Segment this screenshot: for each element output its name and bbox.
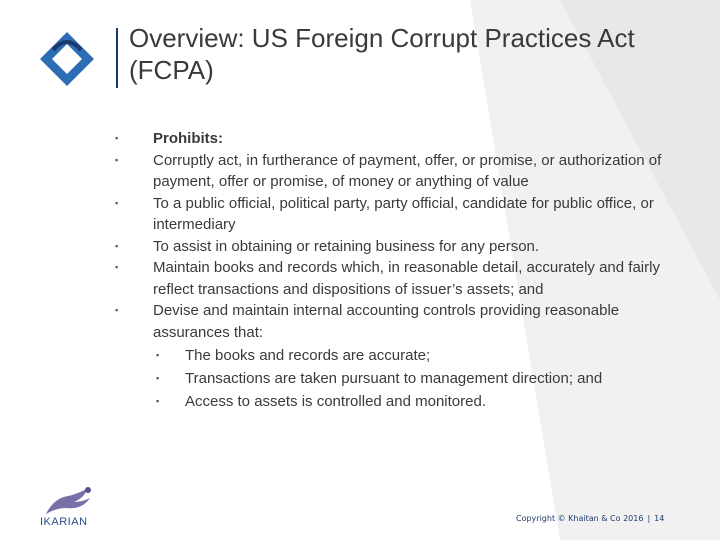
slide-title: Overview: US Foreign Corrupt Practices Act (FCPA) [129,23,635,85]
page-number: 14 [654,514,665,523]
bullet-text: To assist in obtaining or retaining business for any person. [153,237,540,255]
sub-bullet-item [112,368,672,390]
bullet-marker: ▪ [156,349,160,360]
bullet-marker: ▪ [156,395,160,406]
bullet-item [112,128,672,150]
company-logo-icon [38,30,96,88]
bullet-item [112,193,672,236]
bullet-text: To a public official, political party, party official, candidate for public office, or intermediary [153,194,654,233]
bullet-list [112,128,672,412]
sub-bullet-text: The books and records are accurate; [185,346,431,364]
bullet-marker: ▪ [115,305,119,315]
bullet-marker: ▪ [115,262,119,272]
sub-bullet-text: Transactions are taken pursuant to management direction; and [185,369,603,387]
bullet-marker: ▪ [115,197,119,208]
bullet-text: Devise and maintain internal accounting controls providing reasonable assurances that: [153,302,620,341]
bullet-text: Corruptly act, in furtherance of payment, offer, or promise, or authorization of payment, offer or promise, of money or anything of value [153,151,662,190]
sub-bullet-item [112,391,672,413]
bullet-marker: ▪ [115,154,119,165]
footer-separator: | [647,514,651,523]
brand-name: IKARIAN [40,516,88,528]
brand-logo-icon [38,484,100,518]
bullet-marker: ▪ [115,133,119,143]
bullet-item [112,300,672,343]
bullet-item [112,236,672,258]
copyright-text: Copyright © Khaitan & Co 2016 [516,514,644,523]
sub-bullet-item [112,345,672,367]
title-divider [116,28,118,88]
sub-bullet-text: Access to assets is controlled and monitored. [185,392,486,410]
slide-footer [516,514,664,523]
bullet-item [112,257,672,300]
bullet-item [112,150,672,193]
bullet-marker: ▪ [156,372,160,383]
bullet-text: Maintain books and records which, in reasonable detail, accurately and fairly reflect transactions and dispositions of issuer’s assets; and [153,259,660,298]
bullet-text: Prohibits: [153,130,223,147]
bullet-marker: ▪ [115,240,119,251]
